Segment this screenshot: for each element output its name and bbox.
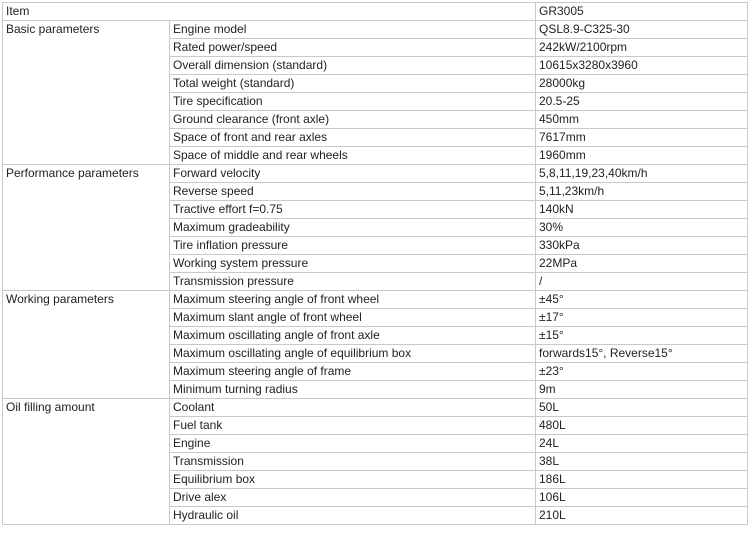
parameter-cell: Transmission pressure <box>170 273 536 291</box>
category-cell: Performance parameters <box>3 165 170 291</box>
parameter-cell: Engine <box>170 435 536 453</box>
value-cell: 210L <box>536 507 748 525</box>
parameter-cell: Minimum turning radius <box>170 381 536 399</box>
parameter-cell: Fuel tank <box>170 417 536 435</box>
value-cell: forwards15°, Reverse15° <box>536 345 748 363</box>
value-cell: 38L <box>536 453 748 471</box>
parameter-cell: Rated power/speed <box>170 39 536 57</box>
parameter-cell: Space of front and rear axles <box>170 129 536 147</box>
parameter-cell: Maximum oscillating angle of front axle <box>170 327 536 345</box>
header-item-cell: Item <box>3 3 536 21</box>
value-cell: QSL8.9-C325-30 <box>536 21 748 39</box>
parameter-cell: Ground clearance (front axle) <box>170 111 536 129</box>
parameter-cell: Maximum steering angle of front wheel <box>170 291 536 309</box>
value-cell: 1960mm <box>536 147 748 165</box>
parameter-cell: Reverse speed <box>170 183 536 201</box>
parameter-cell: Maximum slant angle of front wheel <box>170 309 536 327</box>
value-cell: 140kN <box>536 201 748 219</box>
value-cell: 480L <box>536 417 748 435</box>
spec-table-body <box>3 3 748 525</box>
value-cell: ±45° <box>536 291 748 309</box>
value-cell: 22MPa <box>536 255 748 273</box>
value-cell: 7617mm <box>536 129 748 147</box>
parameter-cell: Equilibrium box <box>170 471 536 489</box>
parameter-cell: Forward velocity <box>170 165 536 183</box>
value-cell: / <box>536 273 748 291</box>
category-cell: Oil filling amount <box>3 399 170 525</box>
category-cell: Working parameters <box>3 291 170 399</box>
parameter-cell: Hydraulic oil <box>170 507 536 525</box>
table-row <box>3 21 748 39</box>
value-cell: 330kPa <box>536 237 748 255</box>
parameter-cell: Maximum oscillating angle of equilibrium box <box>170 345 536 363</box>
value-cell: 450mm <box>536 111 748 129</box>
value-cell: 9m <box>536 381 748 399</box>
value-cell: 30% <box>536 219 748 237</box>
table-row <box>3 291 748 309</box>
header-row <box>3 3 748 21</box>
parameter-cell: Tire specification <box>170 93 536 111</box>
value-cell: ±15° <box>536 327 748 345</box>
spec-table <box>2 2 748 525</box>
table-row <box>3 165 748 183</box>
parameter-cell: Engine model <box>170 21 536 39</box>
parameter-cell: Maximum gradeability <box>170 219 536 237</box>
value-cell: 28000kg <box>536 75 748 93</box>
value-cell: 10615x3280x3960 <box>536 57 748 75</box>
value-cell: 106L <box>536 489 748 507</box>
parameter-cell: Maximum steering angle of frame <box>170 363 536 381</box>
parameter-cell: Tire inflation pressure <box>170 237 536 255</box>
value-cell: 50L <box>536 399 748 417</box>
header-model-cell: GR3005 <box>536 3 748 21</box>
value-cell: 186L <box>536 471 748 489</box>
value-cell: 24L <box>536 435 748 453</box>
value-cell: 242kW/2100rpm <box>536 39 748 57</box>
parameter-cell: Transmission <box>170 453 536 471</box>
parameter-cell: Coolant <box>170 399 536 417</box>
parameter-cell: Space of middle and rear wheels <box>170 147 536 165</box>
value-cell: ±23° <box>536 363 748 381</box>
parameter-cell: Working system pressure <box>170 255 536 273</box>
parameter-cell: Total weight (standard) <box>170 75 536 93</box>
value-cell: ±17° <box>536 309 748 327</box>
category-cell: Basic parameters <box>3 21 170 165</box>
value-cell: 5,8,11,19,23,40km/h <box>536 165 748 183</box>
value-cell: 20.5-25 <box>536 93 748 111</box>
table-row <box>3 399 748 417</box>
parameter-cell: Tractive effort f=0.75 <box>170 201 536 219</box>
parameter-cell: Drive alex <box>170 489 536 507</box>
parameter-cell: Overall dimension (standard) <box>170 57 536 75</box>
value-cell: 5,11,23km/h <box>536 183 748 201</box>
